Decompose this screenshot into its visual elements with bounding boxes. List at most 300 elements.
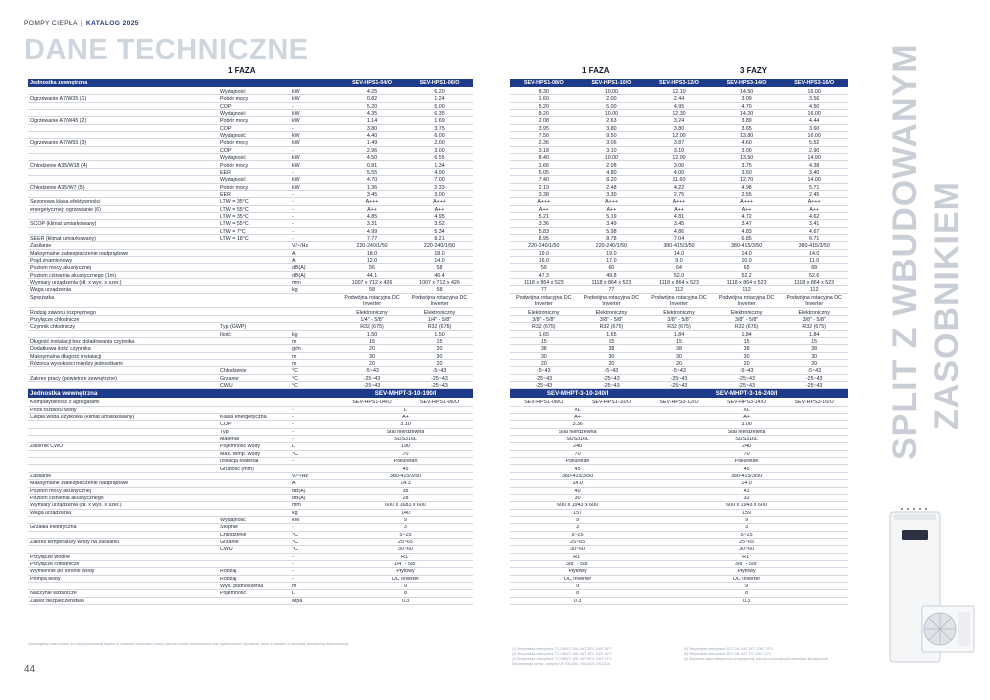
table-cell: A++ (606, 206, 617, 213)
table-cell: 13.50 (739, 155, 754, 162)
table-cell: 220-240/1/50 (595, 243, 627, 250)
table-cell: 47.3 (538, 272, 549, 279)
table-cell: -25~43 (670, 375, 688, 382)
table-cell: SEV-HPS1-06/O (419, 400, 460, 406)
table-cell: -25~43 (603, 375, 620, 382)
table-cell: Zakres pracy (powietrze zewnętrzne) (30, 375, 117, 382)
table-cell: Przyłącze chłodnicze (30, 562, 80, 568)
table-cell: 15 (369, 338, 375, 345)
table-cell: R32 (675) (802, 324, 826, 331)
table-row (28, 367, 473, 374)
table-cell: 65 (743, 265, 750, 272)
table-cell: 240 (573, 444, 583, 450)
table-cell: A (292, 258, 296, 265)
table-row (510, 184, 848, 191)
table-cell: 11.0 (809, 258, 820, 265)
table-cell: Płytowy (568, 569, 587, 575)
table-cell: - (292, 429, 294, 435)
table-row (28, 286, 473, 293)
table-cell: 30 (574, 495, 581, 501)
table-cell: °C (292, 532, 298, 538)
table-cell: 3.75 (434, 125, 445, 132)
table-cell: 3.00 (741, 147, 752, 154)
table-cell: A++ (538, 206, 549, 213)
table-cell: Chłodzenie (220, 532, 247, 538)
table-cell: 3.89 (741, 118, 752, 125)
table-cell: 2.08 (606, 162, 617, 169)
table-row (510, 510, 848, 517)
table-cell: kW (292, 177, 300, 184)
table-cell: 1.34 (434, 162, 445, 169)
table-cell: 60 (608, 265, 615, 272)
table-cell: 3.87 (673, 140, 685, 147)
table-cell: 0.3 (401, 598, 410, 604)
table-row (510, 132, 848, 139)
table-row (28, 576, 473, 583)
table-cell: - (292, 206, 294, 213)
table-cell: 8 (745, 591, 749, 597)
table-cell: A+++ (604, 199, 618, 206)
table-cell: - (292, 147, 294, 154)
table-cell: A+++ (433, 199, 446, 206)
table-cell: Elektroniczny (356, 309, 388, 316)
table-cell: -5~43 (604, 368, 619, 375)
table-row (28, 331, 473, 338)
table-cell: 14.0 (673, 250, 685, 257)
table-cell: -5~43 (365, 368, 379, 375)
table-cell: Stal nierdzewna (386, 429, 425, 435)
table-cell: COP (220, 147, 232, 154)
table-row (510, 213, 848, 220)
table-cell: 5~25 (740, 532, 753, 538)
table-row (28, 407, 473, 414)
table-cell: 2.63 (606, 118, 617, 125)
table-cell: - (292, 169, 294, 176)
table-cell: 2.08 (538, 118, 549, 125)
table-row (28, 345, 473, 352)
table-cell: - (292, 569, 294, 575)
table-cell: 112 (674, 287, 684, 294)
table-row (28, 532, 473, 539)
table-row (28, 458, 473, 465)
table-cell: Chłodzenie A35/W18 (4) (30, 162, 88, 169)
table-cell: 3.00 (673, 162, 685, 169)
table-cell: 0.3 (573, 598, 582, 604)
table-row (510, 147, 848, 154)
table-cell: COP (220, 103, 232, 110)
table-cell: R32 (675) (599, 324, 624, 331)
table-cell: - (292, 228, 294, 235)
table-row (510, 466, 848, 473)
table-row (510, 95, 848, 102)
table-cell: Zakres temperatury wody na zasilaniu (30, 540, 120, 545)
right-header-model: SEV-HPS3-16/O (794, 80, 835, 86)
table-cell: EER (220, 191, 231, 198)
table-row (28, 382, 473, 389)
left-phase-label: 1 FAZA (228, 66, 256, 75)
table-cell: 5.98 (606, 228, 617, 235)
table-row (28, 95, 473, 102)
table-cell: 4.99 (366, 228, 378, 235)
table-cell: Rodzaj (220, 569, 237, 575)
table-row (510, 198, 848, 205)
table-cell: 3.38 (538, 191, 549, 198)
table-cell: 9 (404, 584, 407, 590)
table-cell: 3.00 (741, 422, 752, 428)
table-cell: SEV-HPS1-04/O (352, 400, 392, 406)
table-row (510, 316, 848, 323)
table-cell: Zasilanie (30, 243, 52, 250)
table-row (510, 353, 848, 360)
table-cell: 0.82 (366, 96, 378, 103)
table-cell: Ogrzewanie A7/W45 (2) (30, 118, 87, 125)
table-cell: 14.20 (739, 111, 754, 118)
table-cell: 3.56 (809, 96, 820, 103)
table-cell: 5.00 (434, 103, 445, 110)
table-cell: 52.6 (809, 272, 820, 279)
table-cell: °C (292, 451, 298, 457)
table-row (28, 495, 473, 502)
table-cell: 157 (573, 510, 583, 516)
table-cell: Wydajność (220, 89, 246, 95)
table-cell: 1.69 (434, 118, 445, 125)
table-cell: 6.35 (434, 111, 445, 118)
table-cell: 15 (436, 338, 443, 345)
table-cell: CWU (220, 383, 233, 389)
table-cell: 30 (369, 353, 375, 360)
table-cell: 12.00 (672, 133, 686, 140)
table-row (28, 235, 473, 242)
table-row (510, 524, 848, 531)
table-cell: SEV-HPS3-16/O (794, 400, 834, 406)
table-cell: 3.31 (366, 221, 378, 228)
table-cell: 14.0 (434, 258, 445, 265)
table-row (28, 154, 473, 161)
table-cell: Typ (220, 429, 229, 435)
table-cell: XL (574, 407, 581, 413)
table-cell: 380-415/3/50 (798, 243, 830, 250)
table-cell: kW (292, 155, 300, 162)
table-cell: 52.0 (673, 272, 685, 279)
table-cell: SEV-HPS1-08/O (524, 400, 564, 406)
table-cell: 5.05 (538, 169, 549, 176)
table-cell: Poziom mocy akustycznej (30, 488, 91, 494)
table-cell: 8.20 (538, 111, 549, 118)
table-row (510, 162, 848, 169)
table-cell: 4.67 (809, 228, 820, 235)
table-cell: 30 (540, 353, 547, 360)
table-cell: 38 (540, 346, 547, 353)
table-cell: 14.00 (807, 177, 821, 184)
table-cell: 70 (574, 451, 581, 457)
table-cell: 2.36 (538, 140, 549, 147)
table-cell: Elektroniczny (798, 309, 830, 316)
table-cell: 3 (576, 525, 580, 531)
table-cell: 3.65 (741, 125, 752, 132)
table-row (510, 242, 848, 249)
table-cell: 40 (574, 488, 581, 494)
table-cell: Sprężarka (30, 294, 55, 301)
table-cell: A+++ (365, 199, 379, 206)
table-cell: 49.8 (606, 272, 617, 279)
table-cell: 3/8" - 5/8" (532, 316, 556, 323)
table-cell: 20 (811, 360, 818, 367)
page-number: 44 (24, 664, 36, 675)
table-cell: DC Inverter (564, 576, 592, 582)
table-row (510, 264, 848, 271)
footnote-line: (3) Temperatura zewnętrzna 7°C DB/6°C WB; LWT 55°C; EWT 47°C (512, 657, 612, 661)
table-row (28, 264, 473, 271)
table-cell: kg (292, 331, 298, 338)
table-cell: A++ (434, 206, 445, 213)
table-cell: 3/8" - 5/8" (734, 562, 759, 568)
table-cell: m (292, 338, 297, 345)
table-cell: 3.10 (673, 147, 685, 154)
table-cell: 16.00 (807, 133, 821, 140)
table-cell: 4.60 (741, 140, 752, 147)
table-cell: 77 (540, 287, 547, 294)
table-cell: 3.47 (741, 221, 752, 228)
table-cell: - (292, 221, 294, 228)
table-cell: 25~65 (570, 540, 586, 545)
table-cell: 4.80 (606, 169, 617, 176)
table-row (28, 176, 473, 183)
table-cell: DC Inverter (733, 576, 761, 582)
table-cell: 380-415/3/50 (561, 473, 594, 479)
table-cell: V/~/Hz (292, 473, 309, 479)
table-cell: 1.50 (366, 331, 378, 338)
table-cell: dB(A) (292, 488, 306, 494)
table-row (28, 488, 473, 495)
table-cell: 59 (540, 265, 547, 272)
table-cell: mm (292, 503, 301, 509)
table-cell: A+ (402, 415, 409, 421)
table-cell: Grzanie (220, 375, 239, 382)
table-cell: 19.0 (606, 250, 617, 257)
table-cell: - (292, 576, 294, 582)
table-cell: 1.65 (538, 331, 549, 338)
table-cell: 44.1 (366, 272, 378, 279)
heat-pump-product-image (858, 508, 978, 668)
table-cell: A+++ (537, 199, 551, 206)
table-cell: 4.98 (741, 184, 752, 191)
table-row (28, 524, 473, 531)
table-cell: 1/4" - 5/8" (360, 316, 384, 323)
table-row (510, 382, 848, 389)
table-cell: A++ (674, 206, 684, 213)
table-row (510, 125, 848, 132)
table-cell: kW (292, 111, 300, 118)
table-cell: - (292, 437, 294, 443)
table-cell: 2.19 (538, 184, 549, 191)
table-cell: Podwójna rotacyjna DC Inverter (516, 294, 572, 307)
table-row (28, 502, 473, 509)
table-cell: 4.00 (673, 169, 685, 176)
table-cell: 3.45 (366, 191, 378, 198)
table-cell: 5.52 (809, 140, 820, 147)
indoor-unit-display (902, 530, 928, 540)
table-cell: 9 (745, 584, 749, 590)
table-cell: 4.95 (673, 103, 685, 110)
table-cell: A+ (743, 415, 750, 421)
table-cell: 8 (576, 591, 580, 597)
table-row (510, 583, 848, 590)
table-cell: Wymiennik po stronie wody (30, 569, 95, 575)
table-row (510, 443, 848, 450)
footnote-line: (1) Temperatura zewnętrzna 7°C DB/6°C WB; LWT 35°C; EWT 30°C (512, 647, 612, 651)
left-header-model: SEV-HPS1-04/O (352, 80, 392, 86)
table-cell: Wydajność (220, 517, 246, 523)
table-cell: 38 (743, 346, 750, 353)
table-cell: Pobór mocy (220, 184, 249, 191)
table-cell: Wydajność (220, 133, 246, 140)
table-cell: 1007 x 712 x 426 (351, 280, 393, 287)
table-cell: 7.50 (538, 133, 549, 140)
table-row (510, 458, 848, 465)
table-cell: 15 (676, 338, 682, 345)
table-cell: 3.18 (538, 147, 549, 154)
table-cell: 3.80 (366, 125, 378, 132)
table-row (510, 590, 848, 597)
table-row (510, 407, 848, 414)
table-cell: Naczynie wzbiorcze (30, 591, 77, 597)
table-cell: 3.49 (606, 221, 617, 228)
table-cell: - (292, 103, 294, 110)
table-cell: 5.00 (606, 103, 617, 110)
table-cell: 12.00 (672, 155, 686, 162)
table-cell: Pojemność wody (220, 444, 261, 450)
table-cell: 7.40 (538, 177, 549, 184)
table-cell: Zasilanie (30, 473, 52, 479)
table-cell: SCOP (klimat umiarkowany) (30, 221, 97, 228)
table-cell: R32 (675) (734, 324, 759, 331)
table-cell: Maksymalne zabezpieczenie nadprądowe (30, 250, 129, 257)
table-cell: Izolacja Materiał (220, 459, 259, 465)
right-header-model: SEV-HPS3-12/O (659, 80, 699, 86)
side-banner (860, 43, 975, 530)
table-row (510, 154, 848, 161)
table-row (510, 257, 848, 264)
table-cell: Pobór mocy (220, 118, 249, 125)
table-row (510, 598, 848, 605)
table-row (28, 583, 473, 590)
table-cell: 3.00 (434, 191, 445, 198)
table-cell: 18.0 (366, 250, 378, 257)
table-cell: Wydajność (220, 177, 246, 184)
table-cell: Elektroniczny (730, 309, 763, 316)
table-cell: °C (292, 375, 298, 382)
table-cell: 3 (745, 525, 749, 531)
indoor-header-model: SEV-MHPT-3-10-240/I (546, 389, 609, 397)
table-cell: 14.0 (809, 250, 820, 257)
table-cell: 7.04 (673, 236, 685, 242)
right-phase-label-3: 3 FAZY (740, 66, 768, 75)
table-cell: Stopnie (220, 525, 238, 531)
table-cell: Poliuretan (565, 459, 590, 465)
table-row (28, 421, 473, 428)
table-cell: 16.00 (807, 89, 821, 95)
table-cell: 1/4" - 5/8" (393, 562, 418, 568)
table-cell: Grubość (mm) (220, 466, 254, 472)
table-cell: dB(A) (292, 495, 306, 501)
table-cell: - (292, 422, 294, 428)
table-cell: A (292, 481, 296, 487)
table-cell: 14.90 (807, 155, 821, 162)
table-row (28, 554, 473, 561)
disclaimer-footnote: Zastrzegamy sobie prawo do rozdysponowania błędów w ostatnich wydaniach funkcji oparcia modelu technicznych oraz wysłuchanych wymiarów, które w związku z zaistniałą zewnętrzną dokumentacją. (28, 642, 349, 646)
table-cell: 112 (742, 287, 751, 294)
footnote-line: (4) Temperatura zewnętrzna 35°C DB; LWT 18°C; EWT 23°C (684, 647, 774, 651)
table-cell: -5~43 (432, 368, 447, 375)
table-row (28, 568, 473, 575)
table-cell: 3/8" - 5/8" (599, 316, 623, 323)
table-row (510, 546, 848, 553)
table-cell: kW (292, 162, 300, 169)
table-row (28, 228, 473, 235)
table-cell: 45 (402, 466, 409, 472)
table-cell: 2.96 (366, 147, 378, 154)
table-row (28, 480, 473, 487)
table-row (28, 294, 473, 309)
table-cell: 3 (404, 525, 407, 531)
table-cell: Podwójna rotacyjna DC Inverter (651, 294, 707, 307)
indoor-unit-pipes (902, 508, 926, 510)
table-row (28, 323, 473, 330)
table-row (510, 294, 848, 309)
table-row (28, 220, 473, 227)
table-cell: 8.30 (538, 89, 549, 95)
table-cell: 20 (436, 346, 443, 353)
table-cell: R32 (675) (427, 324, 452, 331)
table-row (28, 539, 473, 546)
table-cell: 1.24 (434, 96, 445, 103)
table-cell: 3/8" - 5/8" (802, 316, 826, 323)
table-cell: R32 (675) (360, 324, 384, 331)
table-cell: 7.00 (434, 177, 445, 184)
table-cell: 4.70 (366, 177, 378, 184)
table-cell: Pompa wody (30, 576, 61, 582)
table-cell: 3/8" - 5/8" (565, 562, 590, 568)
table-cell: R1" (401, 554, 410, 560)
table-cell: -25~43 (738, 375, 755, 382)
table-cell: Zawór bezpieczeństwa (30, 598, 84, 604)
table-cell: V/~/Hz (292, 243, 309, 250)
table-row (28, 272, 473, 279)
table-row (28, 436, 473, 443)
table-cell: CWU (220, 547, 233, 553)
table-row (28, 117, 473, 124)
table-cell: - (292, 415, 294, 421)
table-cell: LTW = 35°C (220, 213, 249, 220)
table-cell: 10.00 (604, 111, 619, 118)
table-cell: 5.20 (538, 103, 549, 110)
table-row (510, 414, 848, 421)
table-cell: 77 (608, 287, 615, 294)
table-cell: 12.0 (366, 258, 378, 265)
table-cell: - (292, 525, 294, 531)
table-cell: - (292, 191, 294, 198)
table-cell: m (292, 360, 297, 367)
table-row (510, 473, 848, 480)
table-row (510, 110, 848, 117)
table-cell: 20 (608, 360, 615, 367)
table-cell: 4.22 (673, 184, 685, 191)
table-cell: 1.36 (366, 184, 378, 191)
table-cell: 3.80 (606, 125, 617, 132)
table-row (28, 561, 473, 568)
table-cell: energetycznej: ogrzewanie (6) (30, 206, 101, 213)
table-cell: 1.66 (538, 162, 549, 169)
